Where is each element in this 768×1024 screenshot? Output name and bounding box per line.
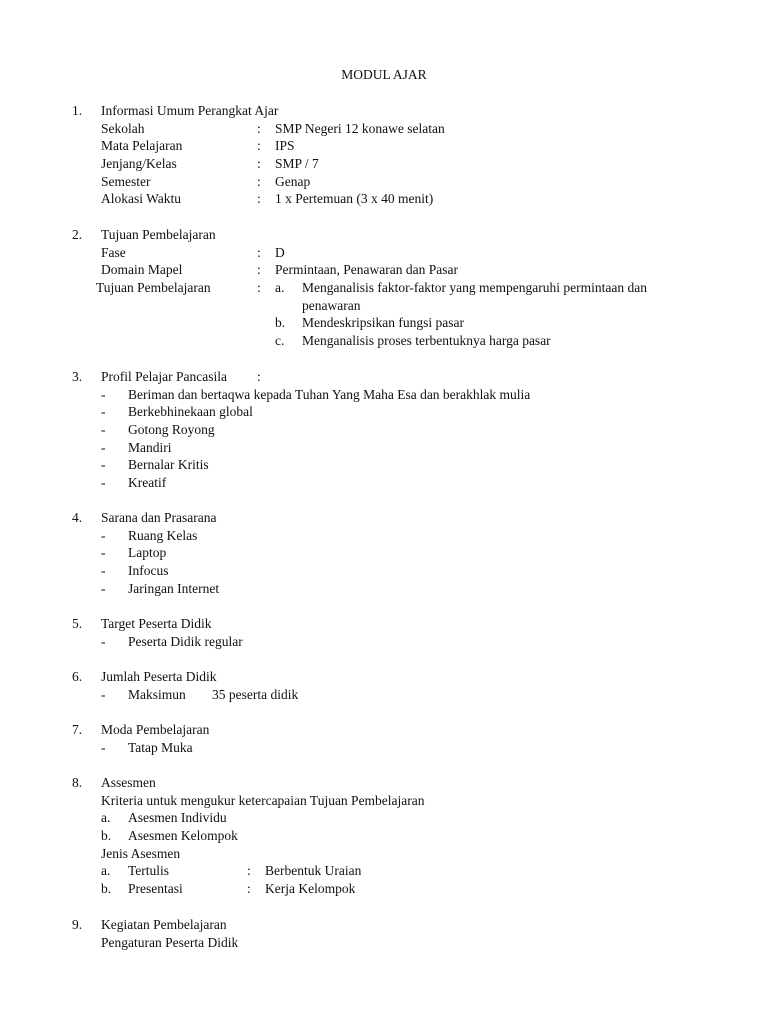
info-value: Genap — [275, 173, 311, 189]
section-profil-pelajar — [0, 368, 768, 492]
dash-bullet: - — [101, 439, 106, 455]
tp-row — [0, 314, 768, 332]
section-heading: Informasi Umum Perangkat Ajar — [101, 103, 279, 118]
info-value: SMP / 7 — [275, 156, 319, 172]
jenis-asesmen-heading: Jenis Asesmen — [101, 845, 181, 861]
section-heading: Moda Pembelajaran — [101, 722, 210, 737]
info-label: Mata Pelajaran — [101, 138, 183, 154]
criteria-text: Asesmen Individu — [128, 810, 227, 826]
tp-row-cont — [0, 297, 768, 315]
criteria-item — [0, 827, 768, 845]
info-label: Fase — [101, 244, 126, 260]
section-colon: : — [257, 369, 261, 384]
type-label: Tertulis — [128, 863, 170, 879]
tp-letter: c. — [275, 333, 285, 349]
section-jumlah-peserta — [0, 668, 768, 703]
section-kegiatan-pembelajaran — [0, 916, 768, 951]
list-item — [0, 633, 768, 651]
list-item-text: Bernalar Kritis — [128, 457, 209, 473]
section-number: 1. — [72, 103, 83, 118]
section-heading: Kegiatan Pembelajaran — [101, 917, 227, 932]
dash-bullet: - — [101, 422, 106, 438]
type-colon: : — [247, 863, 251, 879]
info-colon: : — [257, 120, 261, 136]
info-label: Sekolah — [101, 120, 145, 136]
dash-bullet: - — [101, 475, 106, 491]
section-number: 2. — [72, 227, 83, 242]
list-item-text: Gotong Royong — [128, 422, 215, 438]
section-heading: Jumlah Peserta Didik — [101, 669, 217, 684]
info-row — [0, 120, 768, 138]
info-value: SMP Negeri 12 konawe selatan — [275, 120, 445, 136]
list-item — [0, 439, 768, 457]
list-item — [0, 403, 768, 421]
list-item — [0, 474, 768, 492]
section-heading: Target Peserta Didik — [101, 616, 212, 631]
section-number: 4. — [72, 510, 83, 525]
list-item-text: Infocus — [128, 563, 169, 579]
section-number: 6. — [72, 669, 83, 684]
asesmen-type-row — [0, 880, 768, 898]
type-value: Kerja Kelompok — [265, 881, 356, 897]
list-item-text: Beriman dan bertaqwa kepada Tuhan Yang Maha Esa dan berakhlak mulia — [128, 386, 531, 402]
dash-bullet: - — [101, 633, 106, 649]
dash-bullet: - — [101, 527, 106, 543]
section-moda-pembelajaran — [0, 721, 768, 756]
type-label: Presentasi — [128, 881, 183, 897]
dash-bullet: - — [101, 739, 106, 755]
tp-label: Tujuan Pembelajaran — [96, 280, 211, 296]
info-colon: : — [257, 138, 261, 154]
tp-row — [0, 332, 768, 350]
list-item — [0, 421, 768, 439]
list-item-text: Kreatif — [128, 475, 167, 491]
type-letter: a. — [101, 863, 111, 879]
list-item-text: Jaringan Internet — [128, 580, 220, 596]
list-item — [0, 386, 768, 404]
section-target-peserta — [0, 615, 768, 650]
tp-letter: a. — [275, 280, 285, 296]
list-item-text: Tatap Muka — [128, 739, 193, 755]
section-subheading: Pengaturan Peserta Didik — [101, 934, 239, 950]
info-colon: : — [257, 173, 261, 189]
tp-letter: b. — [275, 315, 286, 331]
info-label: Semester — [101, 173, 151, 189]
tp-text-cont: penawaran — [302, 297, 361, 313]
section-sarana-prasarana — [0, 509, 768, 597]
section-heading: Profil Pelajar Pancasila — [101, 369, 227, 384]
info-value: 1 x Pertemuan (3 x 40 menit) — [275, 191, 434, 207]
dash-bullet: - — [101, 457, 106, 473]
section-number: 5. — [72, 616, 83, 631]
assesmen-criteria-heading: Kriteria untuk mengukur ketercapaian Tujuan Pembelajaran — [101, 792, 425, 808]
dash-bullet: - — [101, 563, 106, 579]
section-tujuan-pembelajaran — [0, 226, 768, 350]
list-item-text: Ruang Kelas — [128, 527, 198, 543]
info-row — [0, 244, 768, 262]
tp-text: Mendeskripsikan fungsi pasar — [302, 315, 464, 331]
asesmen-type-row — [0, 862, 768, 880]
list-item — [0, 686, 768, 704]
info-colon: : — [257, 156, 261, 172]
section-heading: Sarana dan Prasarana — [101, 510, 217, 525]
list-item — [0, 544, 768, 562]
section-heading: Tujuan Pembelajaran — [101, 227, 216, 242]
info-colon: : — [257, 191, 261, 207]
dash-bullet: - — [101, 686, 106, 702]
document-title: MODUL AJAR — [341, 67, 427, 82]
info-row — [0, 173, 768, 191]
type-letter: b. — [101, 881, 112, 897]
criteria-item — [0, 809, 768, 827]
info-label: Alokasi Waktu — [101, 191, 182, 207]
info-row — [0, 155, 768, 173]
section-number: 3. — [72, 369, 83, 384]
dash-bullet: - — [101, 386, 106, 402]
list-item — [0, 456, 768, 474]
criteria-letter: a. — [101, 810, 111, 826]
info-colon: : — [257, 262, 261, 278]
list-item-text: Peserta Didik regular — [128, 633, 243, 649]
section-informasi-umum — [0, 102, 768, 208]
info-value: IPS — [275, 138, 295, 154]
list-item — [0, 580, 768, 598]
info-row — [0, 190, 768, 208]
dash-bullet: - — [101, 580, 106, 596]
type-colon: : — [247, 881, 251, 897]
list-item-value: 35 peserta didik — [212, 686, 299, 702]
info-value: D — [275, 244, 285, 260]
list-item-text: Laptop — [128, 545, 167, 561]
info-row — [0, 261, 768, 279]
criteria-text: Asesmen Kelompok — [128, 828, 238, 844]
tp-row — [0, 279, 768, 297]
tp-text: Menganalisis proses terbentuknya harga pasar — [302, 333, 551, 349]
info-value: Permintaan, Penawaran dan Pasar — [275, 262, 458, 278]
info-label: Jenjang/Kelas — [101, 156, 177, 172]
section-number: 8. — [72, 775, 83, 790]
list-item-label: Maksimun — [128, 686, 186, 702]
section-number: 7. — [72, 722, 83, 737]
list-item — [0, 562, 768, 580]
dash-bullet: - — [101, 545, 106, 561]
section-number: 9. — [72, 917, 83, 932]
info-row — [0, 137, 768, 155]
list-item — [0, 527, 768, 545]
section-assesmen — [0, 774, 768, 898]
info-label: Domain Mapel — [101, 262, 183, 278]
type-value: Berbentuk Uraian — [265, 863, 362, 879]
section-heading: Assesmen — [101, 775, 156, 790]
list-item-text: Mandiri — [128, 439, 172, 455]
info-colon: : — [257, 244, 261, 260]
list-item-text: Berkebhinekaan global — [128, 404, 253, 420]
list-item — [0, 739, 768, 757]
tp-text: Menganalisis faktor-faktor yang mempengaruhi permintaan dan — [302, 280, 647, 296]
criteria-letter: b. — [101, 828, 112, 844]
dash-bullet: - — [101, 404, 106, 420]
tp-colon: : — [257, 280, 261, 296]
